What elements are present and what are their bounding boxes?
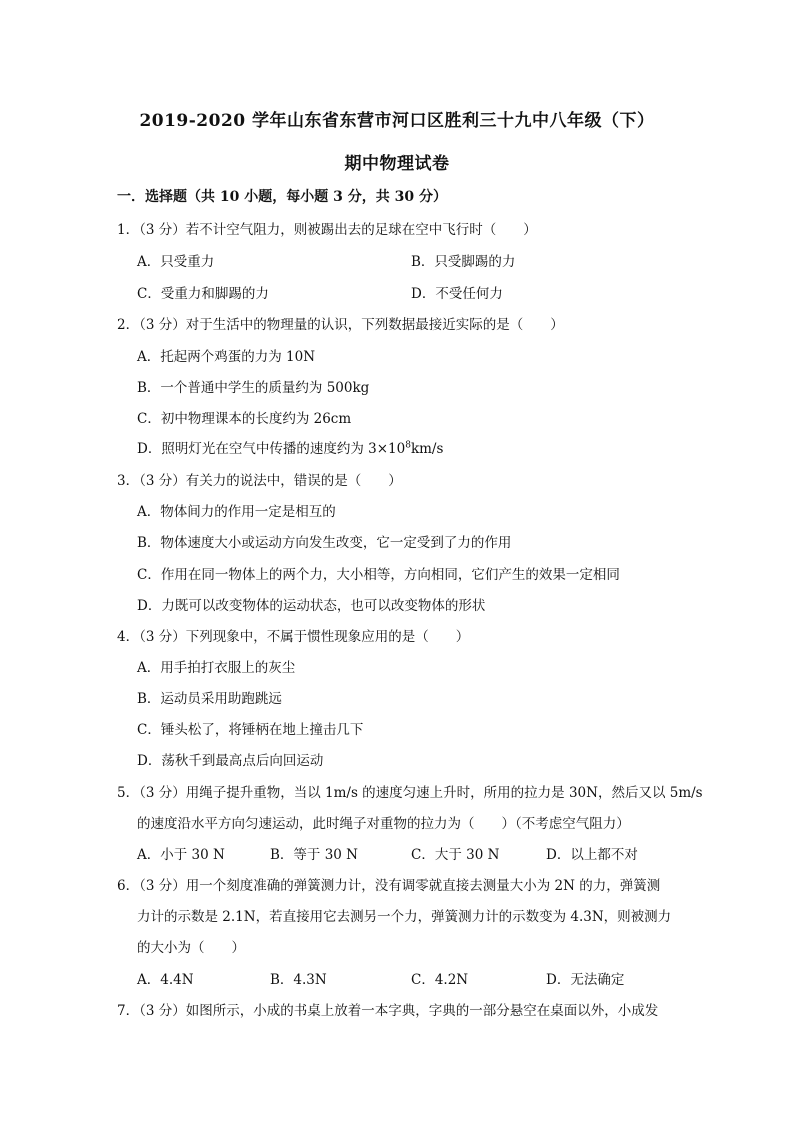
- question-3-stem: 3．（3 分）有关力的说法中，错误的是（ ）: [117, 473, 402, 489]
- question-2-stem: 2．（3 分）对于生活中的物理量的认识，下列数据最接近实际的是（ ）: [117, 317, 564, 333]
- question-5-option-b: B．等于 30 N: [270, 847, 358, 863]
- question-7-stem-line-1: 7．（3 分）如图所示，小成的书桌上放着一本字典，字典的一部分悬空在桌面以外，小成发: [117, 1003, 659, 1019]
- question-6-option-d: D．无法确定: [546, 972, 625, 988]
- question-1-option-b: B．只受脚踢的力: [411, 254, 516, 270]
- question-2-option-c: C．初中物理课本的长度约为 26cm: [137, 411, 352, 427]
- question-4-option-b: B．运动员采用助跑跳远: [137, 691, 282, 707]
- exam-title: 2019-2020 学年山东省东营市河口区胜利三十九中八年级（下）: [139, 111, 655, 131]
- question-5-option-c: C．大于 30 N: [411, 847, 500, 863]
- question-4-option-d: D．荡秋千到最高点后向回运动: [137, 753, 324, 769]
- question-1-option-c: C．受重力和脚踢的力: [137, 286, 269, 302]
- question-5-stem-line-2: 的速度沿水平方向匀速运动，此时绳子对重物的拉力为（ ）（不考虑空气阻力）: [137, 816, 630, 832]
- question-3-option-b: B．物体速度大小或运动方向发生改变，它一定受到了力的作用: [137, 535, 512, 551]
- question-5-option-d: D．以上都不对: [546, 847, 638, 863]
- question-2-option-b: B．一个普通中学生的质量约为 500kg: [137, 380, 370, 396]
- question-3-option-a: A．物体间力的作用一定是相互的: [137, 504, 336, 520]
- question-5-stem-line-1: 5．（3 分）用绳子提升重物，当以 1m/s 的速度匀速上升时，所用的拉力是 30N，然后又以 5m/s: [117, 785, 703, 801]
- question-1-option-a: A．只受重力: [137, 254, 215, 270]
- question-6-option-c: C．4.2N: [411, 972, 469, 988]
- section-heading: 一．选择题（共 10 小题，每小题 3 分，共 30 分）: [117, 189, 447, 205]
- question-6-option-b: B．4.3N: [270, 972, 327, 988]
- question-4-stem: 4．（3 分）下列现象中，不属于惯性现象应用的是（ ）: [117, 629, 470, 645]
- exam-subtitle: 期中物理试卷: [344, 154, 450, 174]
- question-3-option-d: D．力既可以改变物体的运动状态，也可以改变物体的形状: [137, 598, 486, 614]
- question-6-stem-line-3: 的大小为（ ）: [137, 940, 245, 956]
- exponent: 8: [405, 440, 411, 451]
- question-6-option-a: A．4.4N: [137, 972, 194, 988]
- question-1-stem: 1．（3 分）若不计空气阻力，则被踢出去的足球在空中飞行时（ ）: [117, 222, 537, 238]
- question-2-option-a: A．托起两个鸡蛋的力为 10N: [137, 349, 316, 365]
- question-3-option-c: C．作用在同一物体上的两个力，大小相等，方向相同，它们产生的效果一定相同: [137, 567, 620, 583]
- question-2-option-d: D．照明灯光在空气中传播的速度约为 $3\times 10^8km/s$: [137, 440, 444, 457]
- question-5-option-a: A．小于 30 N: [137, 847, 225, 863]
- question-4-option-c: C．锤头松了，将锤柄在地上撞击几下: [137, 722, 364, 738]
- question-1-option-d: D．不受任何力: [411, 286, 503, 302]
- question-4-option-a: A．用手拍打衣服上的灰尘: [137, 660, 296, 676]
- question-6-stem-line-1: 6．（3 分）用一个刻度准确的弹簧测力计，没有调零就直接去测量大小为 2N 的力，弹簧测: [117, 878, 661, 894]
- question-6-stem-line-2: 力计的示数是 2.1N，若直接用它去测另一个力，弹簧测力计的示数变为 4.3N，则被测力: [137, 909, 672, 925]
